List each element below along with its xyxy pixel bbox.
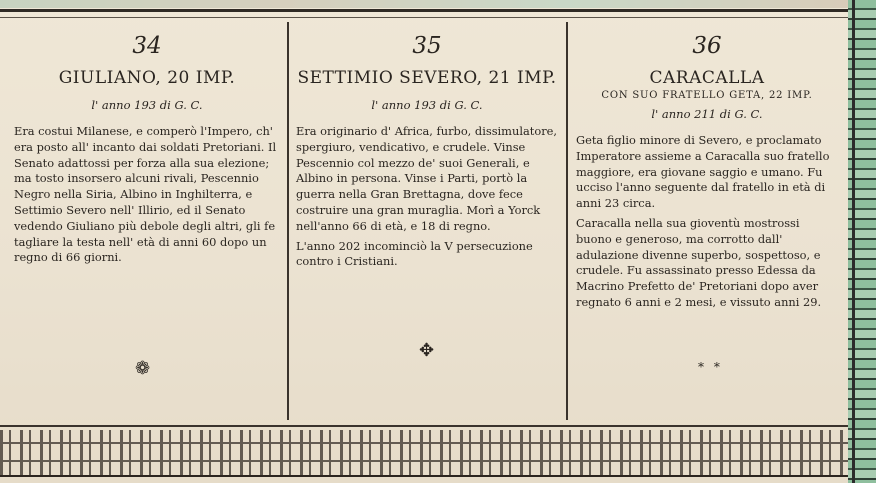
- entry-number: 35: [412, 33, 442, 59]
- entry-title: GIULIANO, 20 IMP.: [58, 68, 236, 88]
- entry-year: l' anno 211 di G. C.: [651, 107, 763, 121]
- bottom-floral-border: [0, 430, 848, 475]
- entry-body: [14, 124, 280, 266]
- entry-caracalla: [576, 30, 838, 311]
- entry-giuliano: [14, 30, 280, 266]
- entry-number: 34: [132, 33, 162, 59]
- right-decorative-border: [848, 0, 876, 483]
- rosette-ornament-icon: ❁: [135, 358, 151, 379]
- bottom-border-line: [0, 475, 848, 477]
- asterisk-ornament-icon: * *: [698, 360, 723, 374]
- entry-body: [296, 124, 558, 270]
- bottom-rule: [0, 425, 848, 427]
- entry-number: 36: [692, 33, 722, 59]
- column-divider: [287, 22, 289, 420]
- entry-paragraph: Caracalla nella sua gioventù mostrossi buono e generoso, ma corrotto dall' adulazione divenne superbo, sospettoso, e crudele. Fu assassinato presso Edessa da Macrino Prefetto de' Pretoriani dopo aver regnato 6 anni e 2 mesi, e vissuto anni 29.: [576, 215, 822, 309]
- top-decorative-strip: [0, 0, 848, 8]
- top-rule: [0, 9, 848, 12]
- entry-settimio-severo: [296, 30, 558, 270]
- cross-ornament-icon: ✥: [419, 340, 435, 361]
- entry-body: [576, 133, 838, 311]
- entry-year: l' anno 193 di G. C.: [371, 98, 483, 112]
- entry-title: CARACALLA: [649, 68, 765, 88]
- entry-paragraph: Era originario d' Africa, furbo, dissimulatore, spergiuro, vendicativo, e crudele. Vinse Pescennio col mezzo de' suoi Generali, e Albino in persona. Vinse i Parti, portò la guerra nella Gran Brettagna, dove fece costruire una gran muraglia. Morì a Yorck nell'anno 66 di età, e 18 di regno.: [296, 124, 558, 233]
- entry-paragraph: L'anno 202 incominciò la V persecuzione contro i Cristiani.: [296, 238, 533, 269]
- entry-title: SETTIMIO SEVERO, 21 IMP.: [297, 68, 557, 88]
- top-rule-thin: [0, 17, 848, 18]
- column-divider: [566, 22, 568, 420]
- entry-paragraph: Era costui Milanese, e comperò l'Impero, ch' era posto all' incanto dai soldati Pretoriani. Il Senato adattossi per forza alla sua elezione; ma tosto insorsero alcuni rivali, Pescennio Negro nella Siria, Albino in Inghilterra, e Settimio Severo nell' Illirio, ed il Senato vedendo Giuliano più debole degli altri, gli fe tagliare la testa nell' età di anni 60 dopo un regno di 66 giorni.: [14, 124, 277, 265]
- entry-year: l' anno 193 di G. C.: [91, 98, 203, 112]
- entry-paragraph: Geta figlio minore di Severo, e proclamato Imperatore assieme a Caracalla suo fratello maggiore, era giovane saggio e umano. Fu ucciso l'anno seguente dal fratello in età di anni 23 circa.: [576, 133, 830, 211]
- entry-subtitle: CON SUO FRATELLO GETA, 22 IMP.: [601, 90, 813, 101]
